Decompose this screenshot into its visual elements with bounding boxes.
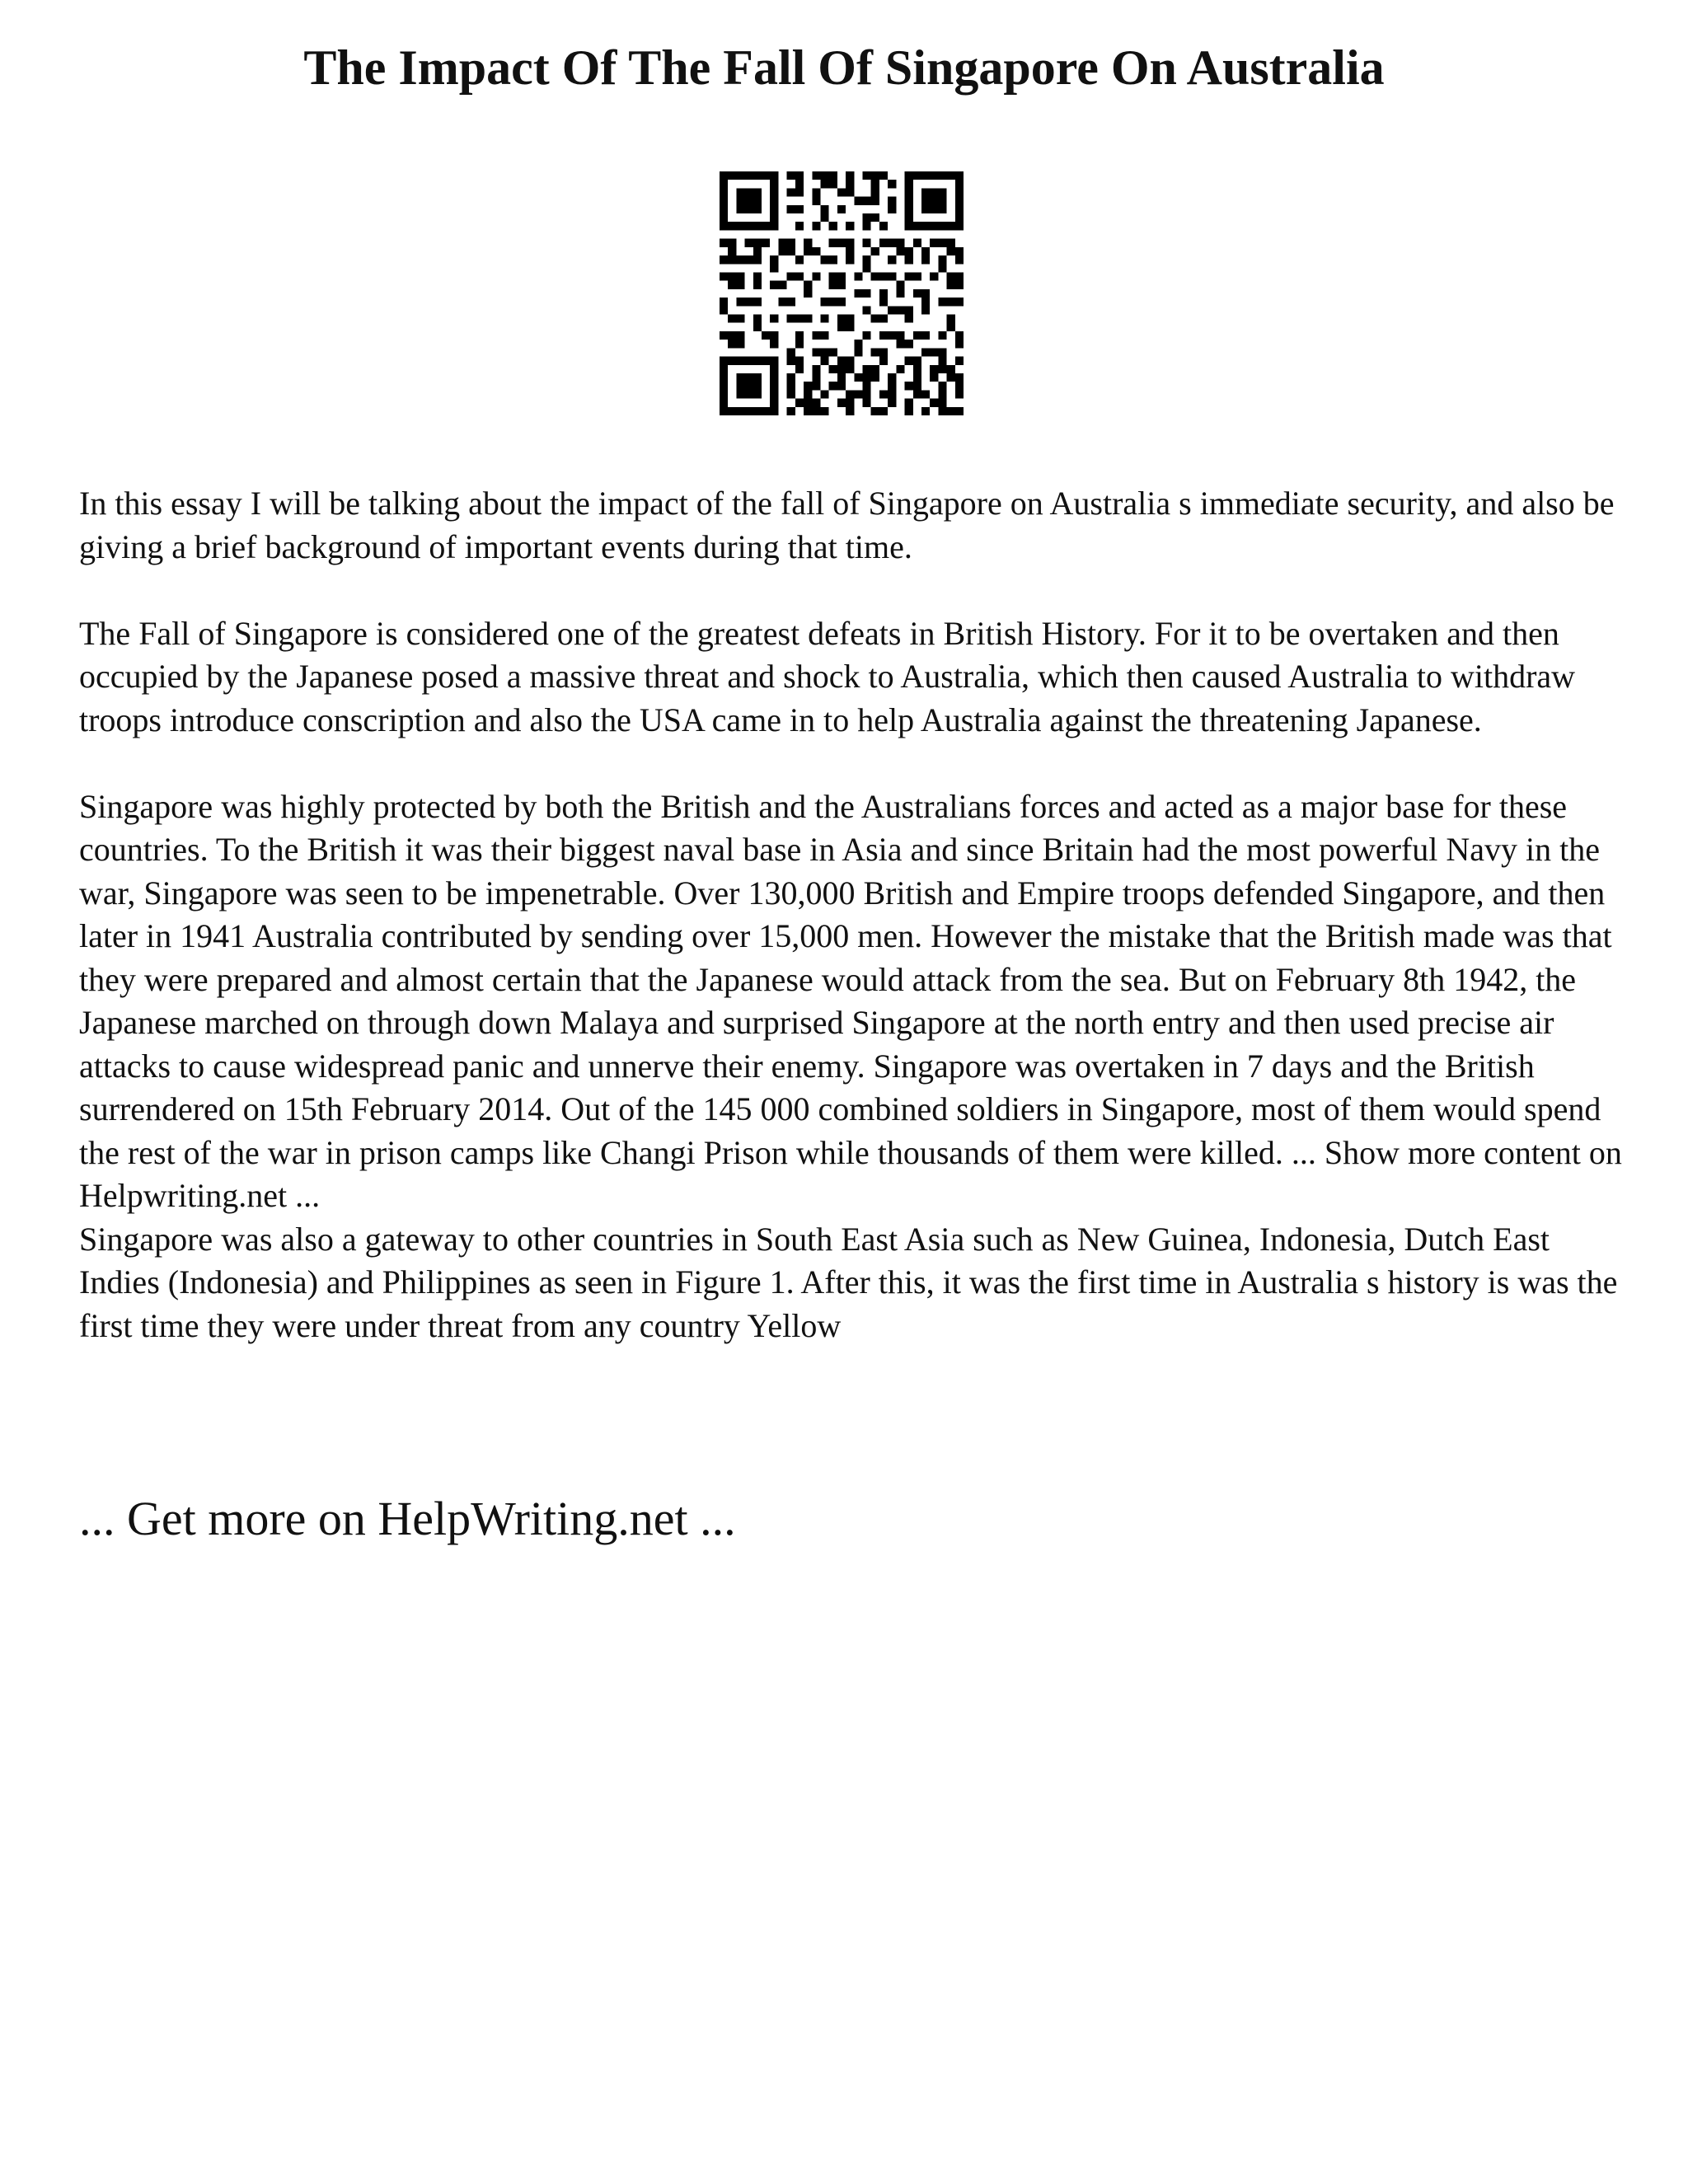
- paragraph-fall-of-singapore: The Fall of Singapore is considered one of the greatest defeats in British History. For it to be overtaken and then occupied by the Japanese posed a massive threat and shock to Australia, which then caused Australia to withdraw troops introduce conscription and also the USA came in to help Australia against the threatening Japanese.: [79, 614, 1576, 738]
- paragraph-intro: In this essay I will be talking about the impact of the fall of Singapore on Australia s immediate security, and also be giving a brief background of important events during that time.: [79, 485, 1615, 565]
- paragraph-singapore-defence: Singapore was highly protected by both the British and the Australians forces and acted as a major base for these countries. To the British it was their biggest naval base in Asia and since Britain had the most powerful Navy in the war, Singapore was seen to be impenetrable. Over 130,000 British and Empire troops defended Singapore, and then later in 1941 Australia contributed by sending over 15,000 men. However the mistake that the British made was that they were prepared and almost certain that the Japanese would attack from the sea. But on February 8th 1942, the Japanese marched on through down Malaya and surprised Singapore at the north entry and then used precise air attacks to cause widespread panic and unnerve their enemy. Singapore was overtaken in 7 days and the British surrendered on 15th February 2014. Out of the 145 000 combined soldiers in Singapore, most of them would spend the rest of the war in prison camps like Changi Prison while thousands of them were killed. ... Show more content on Helpwriting.net ...: [79, 787, 1622, 1214]
- paragraph-gateway: Singapore was also a gateway to other countries in South East Asia such as New Guinea, Indonesia, Dutch East Indies (Indonesia) and Philippines as seen in Figure 1. After this, it was the first time in Australia s history is was the first time they were under threat from any country Yellow: [79, 1220, 1618, 1344]
- qr-code-icon[interactable]: [720, 171, 964, 415]
- paragraph-gap: [79, 569, 1629, 612]
- paragraph-gap: [79, 742, 1629, 785]
- document-title: The Impact Of The Fall Of Singapore On Australia: [303, 40, 1385, 95]
- get-more-link[interactable]: ... Get more on HelpWriting.net ...: [79, 1492, 736, 1545]
- document-body: [79, 482, 1629, 1347]
